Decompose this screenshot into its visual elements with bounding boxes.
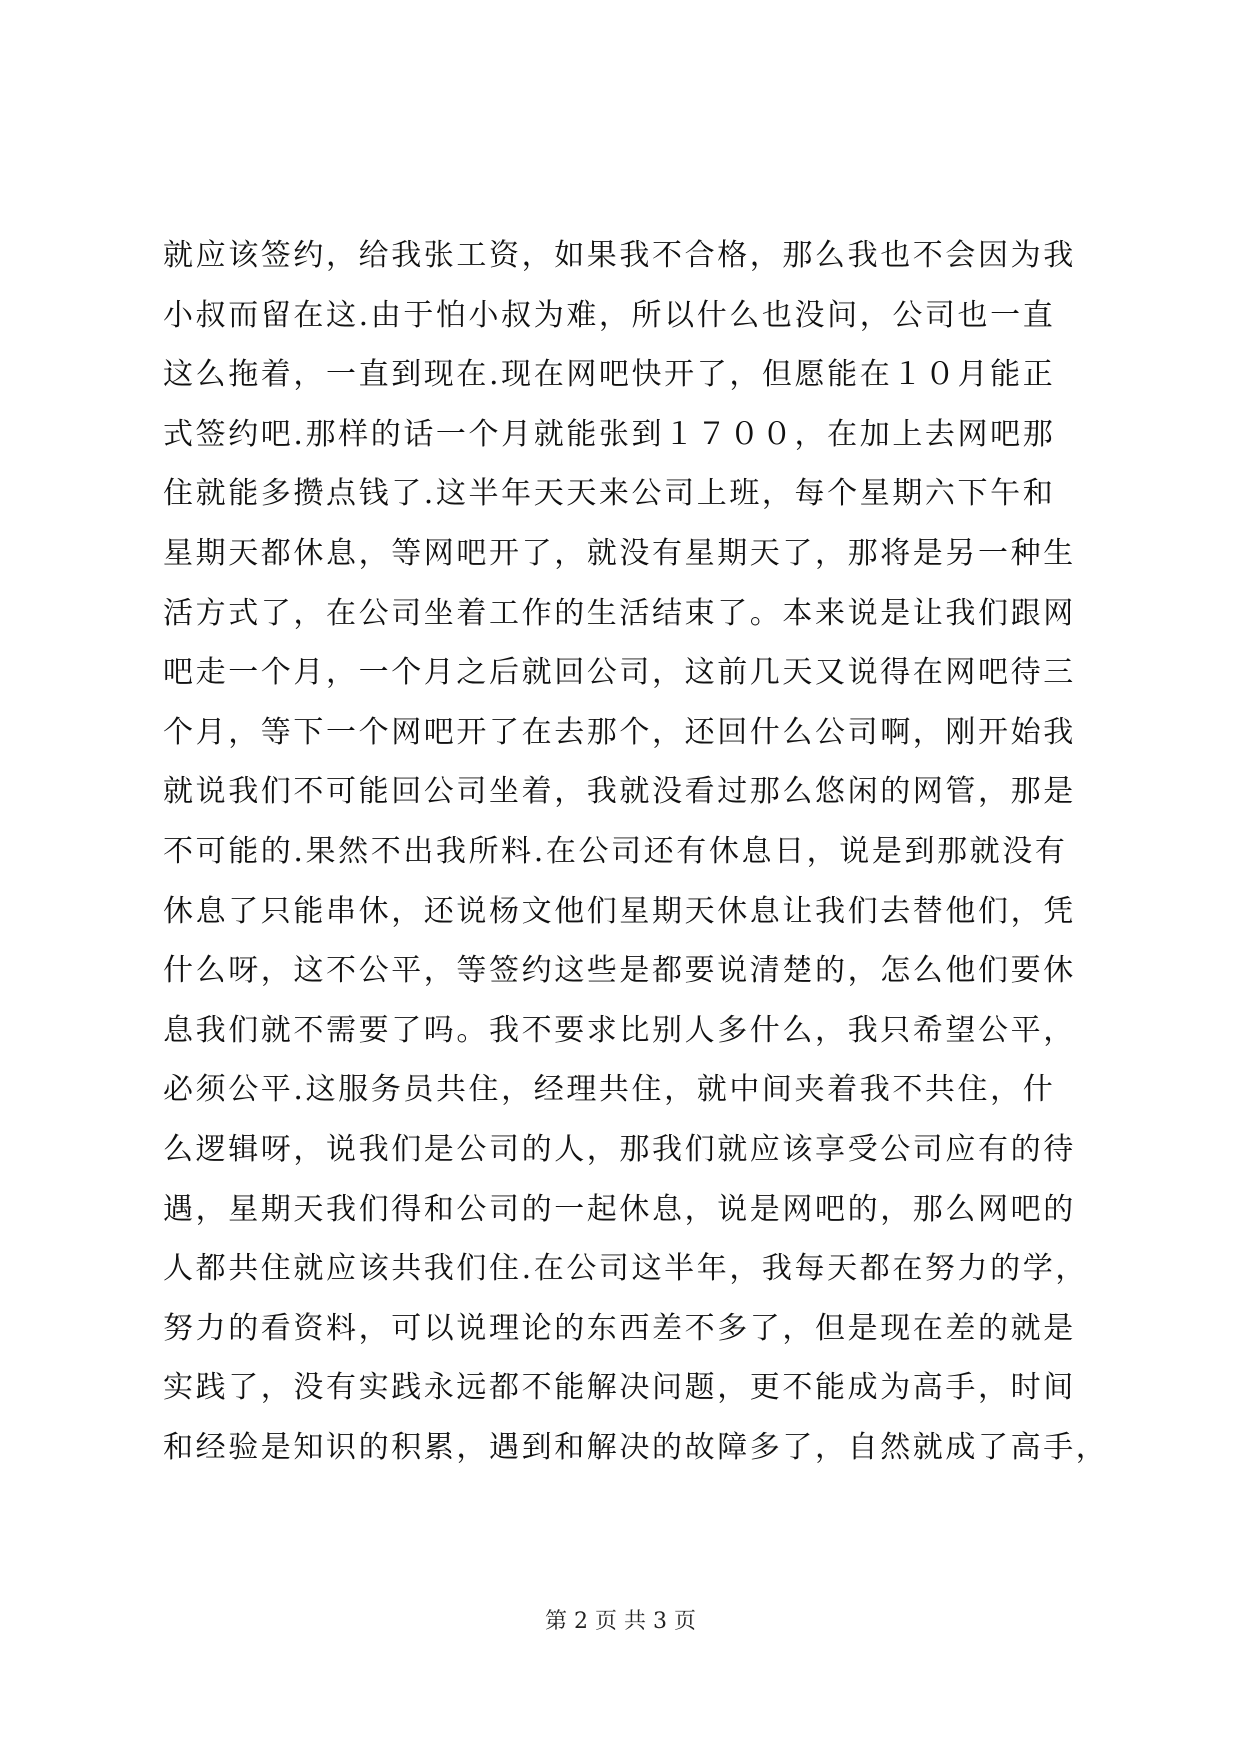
text-line: 和经验是知识的积累，遇到和解决的故障多了，自然就成了高手，	[163, 1429, 1109, 1465]
text-line: 遇，星期天我们得和公司的一起休息，说是网吧的，那么网吧的	[163, 1191, 1076, 1227]
text-line: 不可能的.果然不出我所料.在公司还有休息日，说是到那就没有	[163, 833, 1068, 869]
text-line: 式签约吧.那样的话一个月就能张到１７００，在加上去网吧那	[163, 416, 1056, 452]
text-line: 什么呀，这不公平，等签约这些是都要说清楚的，怎么他们要休	[163, 953, 1076, 989]
text-line: 住就能多攒点钱了.这半年天天来公司上班，每个星期六下午和	[163, 476, 1056, 512]
page-footer: 第 2 页 共 3 页	[545, 1609, 696, 1634]
text-line: 必须公平.这服务员共住，经理共住，就中间夹着我不共住，什	[163, 1072, 1056, 1108]
text-line: 休息了只能串休，还说杨文他们星期天休息让我们去替他们，凭	[163, 893, 1076, 929]
text-line: 这么拖着，一直到现在.现在网吧快开了，但愿能在１０月能正	[163, 357, 1056, 393]
text-line: 息我们就不需要了吗。我不要求比别人多什么，我只希望公平，	[163, 1012, 1076, 1048]
text-line: 努力的看资料，可以说理论的东西差不多了，但是现在差的就是	[163, 1310, 1076, 1346]
body-text	[163, 226, 1109, 1477]
text-line: 活方式了，在公司坐着工作的生活结束了。本来说是让我们跟网	[163, 595, 1076, 631]
text-line: 就应该签约，给我张工资，如果我不合格，那么我也不会因为我	[163, 238, 1076, 273]
text-line: 人都共住就应该共我们住.在公司这半年，我每天都在努力的学，	[163, 1251, 1088, 1287]
text-line: 就说我们不可能回公司坐着，我就没看过那么悠闲的网管，那是	[163, 774, 1076, 810]
text-line: 实践了，没有实践永远都不能解决问题，更不能成为高手，时间	[163, 1370, 1076, 1406]
text-line: 么逻辑呀，说我们是公司的人，那我们就应该享受公司应有的待	[163, 1131, 1076, 1167]
text-line: 个月，等下一个网吧开了在去那个，还回什么公司啊，刚开始我	[163, 714, 1076, 750]
text-line: 吧走一个月，一个月之后就回公司，这前几天又说得在网吧待三	[163, 655, 1076, 691]
text-line: 小叔而留在这.由于怕小叔为难，所以什么也没问，公司也一直	[163, 297, 1056, 333]
text-line: 星期天都休息，等网吧开了，就没有星期天了，那将是另一种生	[163, 535, 1076, 571]
